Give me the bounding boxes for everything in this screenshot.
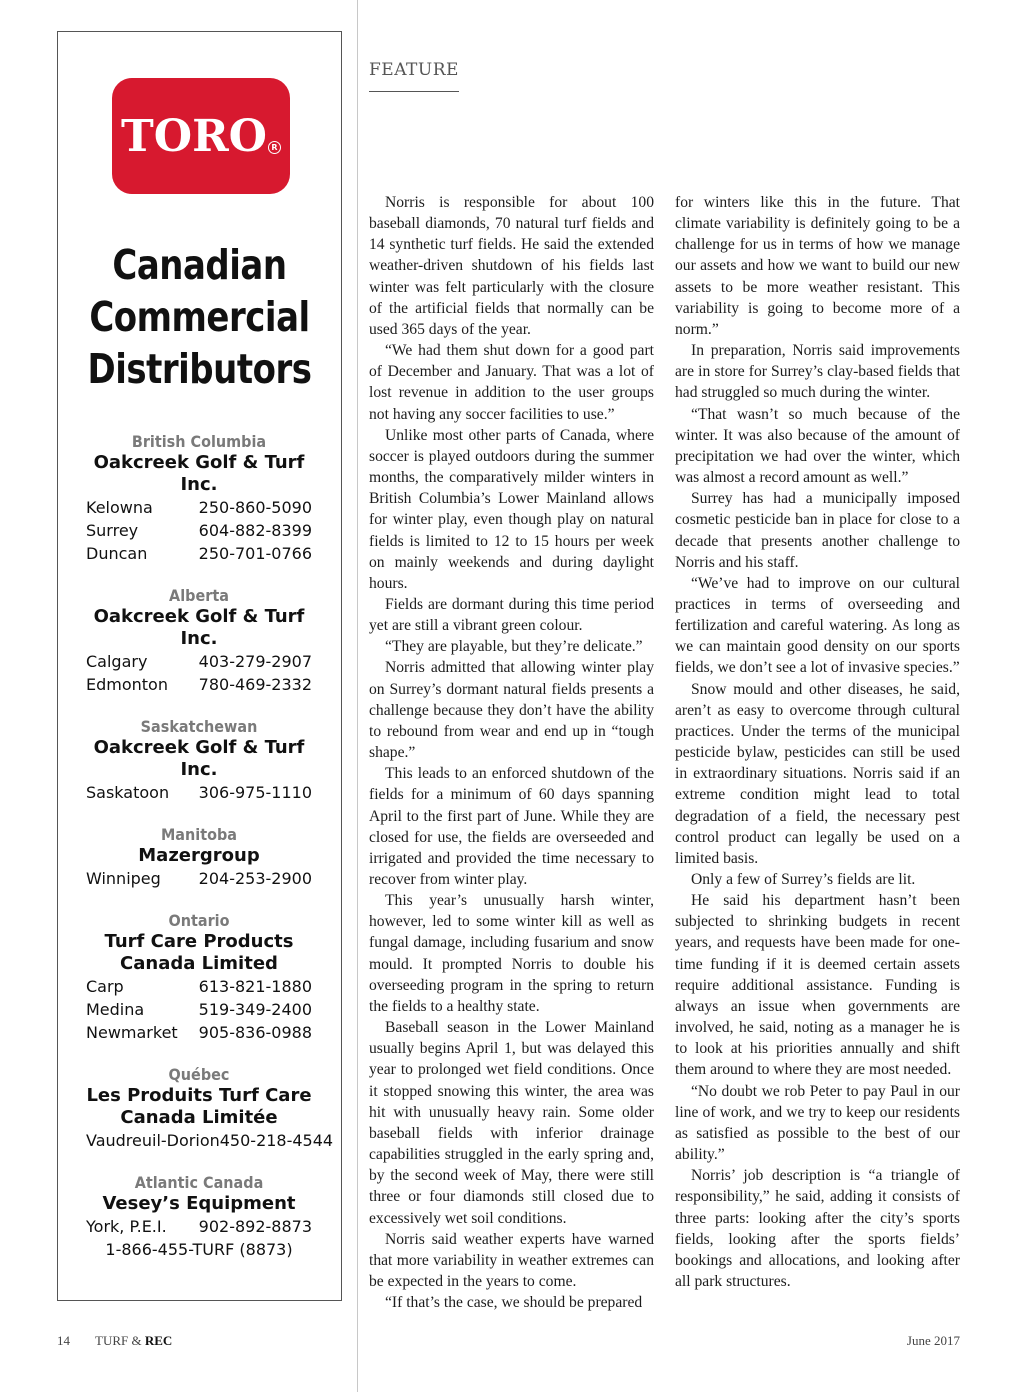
toll-free-number: 1-866-455-TURF (8873): [105, 1240, 293, 1259]
location-phone: 306-975-1110: [198, 783, 312, 802]
company-name: Canada Limited: [120, 953, 278, 974]
distributor-region-block: [86, 717, 312, 804]
article-paragraph: This leads to an enforced shutdown of the fields for a minimum of 60 days spanning April to the first part of June. While they are closed for use, the fields are overseeded and irrigated and provided the time necessary to recover from winter play.: [369, 765, 654, 888]
article-paragraph: “That wasn’t so much because of the winter. It was also because of the amount of precipitation we had over the winter, which was almost a record amount as well.”: [675, 405, 960, 487]
location-row: [86, 1215, 312, 1238]
location-phone: 902-892-8873: [198, 1217, 312, 1236]
company-name: Turf Care Products: [104, 931, 294, 952]
location-phone: 604-882-8399: [198, 521, 312, 540]
location-phone: 613-821-1880: [198, 977, 312, 996]
distributor-list: [86, 432, 334, 1282]
company-name: Canada Limitée: [120, 1107, 278, 1128]
distributor-region-block: [86, 1173, 312, 1261]
location-phone: 450-218-4544: [219, 1131, 334, 1150]
company-name: Oakcreek Golf & Turf Inc.: [93, 452, 305, 495]
article-paragraph: Unlike most other parts of Canada, where soccer is played outdoors during the summer months, the comparatively milder winters in British Columbia’s Lower Mainland allows for winter play, even though play on natural fields is limited to 12 to 15 hours per week on mainly weekends and during daylight hours.: [369, 426, 654, 592]
location-phone: 780-469-2332: [198, 675, 312, 694]
article-paragraph: for winters like this in the future. That climate variability is definitely going to be a challenge for us in terms of how we manage our assets and how we want to build our new assets to be more weather resistant. This variability is going to become more of a norm.”: [675, 194, 960, 338]
article-paragraph: Norris said weather experts have warned that more variability in weather extremes can be expected in the years to come.: [369, 1230, 654, 1290]
region-name: Saskatchewan: [140, 717, 258, 736]
location-row: [86, 519, 312, 542]
article-paragraph: Norris is responsible for about 100 baseball diamonds, 70 natural turf fields and 14 synthetic turf fields. He said the extended weather-driven shutdown of his fields last winter was felt particularly with the closure of the artificial fields that normally can be used 365 days of the year.: [369, 194, 654, 338]
location-phone: 250-860-5090: [198, 498, 312, 517]
distributor-region-block: [86, 825, 312, 890]
region-name: British Columbia: [131, 432, 267, 451]
location-phone: 250-701-0766: [198, 544, 312, 563]
magazine-name-prefix: TURF &: [95, 1333, 145, 1348]
location-row: [86, 781, 312, 804]
region-name: Manitoba: [160, 825, 238, 844]
region-name: Ontario: [168, 911, 230, 930]
company-name: Les Produits Turf Care: [86, 1085, 312, 1106]
article-paragraph: Snow mould and other diseases, he said, aren’t as easy to overcome through cultural practices. Under the terms of the municipal pesticide bylaw, pesticides can still be used in extraordinary situations. Norris said if an extreme condition might lead to total degradation of a field, the necessary pest control product can legally be used on a limited basis.: [675, 680, 960, 867]
company-name: Oakcreek Golf & Turf Inc.: [93, 737, 305, 780]
location-city: Newmarket: [86, 1023, 178, 1042]
location-city: Duncan: [86, 544, 148, 563]
section-label-underline: [369, 91, 459, 92]
ad-title-line: Commercial: [89, 293, 310, 341]
article-paragraph: “No doubt we rob Peter to pay Paul in our line of work, and we try to keep our residents as satisfied as possible to the best of our ability.”: [675, 1082, 960, 1164]
distributor-region-block: [86, 911, 312, 1044]
article-paragraph: “They are playable, but they’re delicate.”: [385, 638, 643, 656]
company-name: Mazergroup: [138, 845, 260, 866]
ad-title-line: Distributors: [87, 345, 312, 393]
article-paragraph: “We’ve had to improve on our cultural practices in terms of overseeding and fertilization and careful watering. As long as we can maintain good density on our sports fields, we don’t see a lot of invasive species.”: [675, 574, 960, 677]
location-row: [86, 1129, 334, 1152]
distributor-region-block: [86, 586, 312, 696]
location-city: Vaudreuil-Dorion: [86, 1131, 220, 1150]
company-name: Oakcreek Golf & Turf Inc.: [93, 606, 305, 649]
distributor-region-block: [86, 1065, 334, 1152]
location-row: [86, 496, 312, 519]
location-row: [86, 1021, 312, 1044]
article-paragraph: He said his department hasn’t been subjected to shrinking budgets in recent years, and requests have been made for one-time funding if it is deemed certain assets require additional assistance. Funding is always an issue when governments are involved, he said, noting as a manager he is to look at his priorities annually and shift them around to where they are most needed.: [675, 892, 960, 1079]
registered-mark-icon: R: [268, 141, 281, 154]
article-paragraph: Norris’ job description is “a triangle of responsibility,” he said, adding it consists of three parts: looking after the city’s sports fields, looking after the sports fields’ bookings and allocations, and looking after all park structures.: [675, 1167, 960, 1290]
distributor-region-block: [86, 432, 312, 565]
company-name: Vesey’s Equipment: [102, 1193, 296, 1214]
location-phone: 403-279-2907: [198, 652, 312, 671]
article-column-left: [369, 192, 654, 1313]
location-phone: 519-349-2400: [198, 1000, 312, 1019]
article-paragraph: In preparation, Norris said improvements are in store for Surrey’s clay-based fields that had struggled so much during the winter.: [675, 342, 960, 402]
location-city: Calgary: [86, 652, 148, 671]
toro-logo: [112, 78, 290, 194]
section-label: FEATURE: [369, 60, 459, 80]
location-city: Medina: [86, 1000, 145, 1019]
location-row: [86, 975, 312, 998]
location-city: Surrey: [86, 521, 139, 540]
location-city: Edmonton: [86, 675, 168, 694]
ad-title: [69, 239, 329, 395]
ad-title-line: Canadian: [112, 241, 287, 289]
toro-distributor-ad: [57, 31, 342, 1301]
location-phone: 204-253-2900: [198, 869, 312, 888]
location-phone: 905-836-0988: [198, 1023, 312, 1042]
region-name: Québec: [168, 1065, 230, 1084]
location-row: [86, 673, 312, 696]
article-paragraph: “If that’s the case, we should be prepared: [385, 1294, 643, 1312]
location-city: York, P.E.I.: [86, 1217, 167, 1236]
page-footer-left: [57, 1333, 172, 1349]
issue-date: June 2017: [906, 1333, 960, 1348]
location-city: Carp: [86, 977, 124, 996]
region-name: Alberta: [169, 586, 229, 605]
location-city: Kelowna: [86, 498, 153, 517]
magazine-name-bold: REC: [144, 1333, 173, 1348]
article-column-right: [675, 192, 960, 1292]
article-paragraph: “We had them shut down for a good part of December and January. That was a lot of lost revenue in addition to the user groups not having any soccer facilities to use.”: [369, 342, 654, 423]
region-name: Atlantic Canada: [134, 1173, 264, 1192]
article-paragraph: Surrey has had a municipally imposed cosmetic pesticide ban in place for close to a decade that presents another challenge to Norris and his staff.: [675, 490, 960, 571]
toro-logo-text: TORO: [121, 110, 267, 162]
location-city: Saskatoon: [86, 783, 170, 802]
article-paragraph: Norris admitted that allowing winter play on Surrey’s dormant natural fields presents a challenge because they don’t have the ability to rebound from wear and end up in “tough shape.”: [369, 659, 654, 762]
toro-logo-wordmark: [121, 111, 281, 162]
magazine-name: [95, 1333, 172, 1348]
article-paragraph: Fields are dormant during this time period yet are still a vibrant green colour.: [369, 595, 654, 635]
location-city: Winnipeg: [86, 869, 161, 888]
page-number: 14: [57, 1333, 70, 1348]
location-row: [86, 650, 312, 673]
article-paragraph: Baseball season in the Lower Mainland usually begins April 1, but was delayed this year to prolonged wet field conditions. Once it stopped snowing this winter, the area was hit with unusually heavy rain. Some older baseball fields with inferior drainage capabilities struggled in the early spring and, by the second week of May, there were still three or four diamonds still closed due to excessively wet soil conditions.: [369, 1019, 654, 1227]
location-row: [86, 867, 312, 890]
article-paragraph: This year’s unusually harsh winter, however, led to some winter kill as well as fungal damage, including fusarium and snow mould. It prompted Norris to double his overseeding program in the spring to return the fields to a healthy state.: [369, 892, 654, 1015]
article-paragraph: Only a few of Surrey’s fields are lit.: [691, 871, 916, 888]
gutter-divider: [357, 0, 358, 1392]
location-row: [86, 998, 312, 1021]
location-row: [86, 542, 312, 565]
